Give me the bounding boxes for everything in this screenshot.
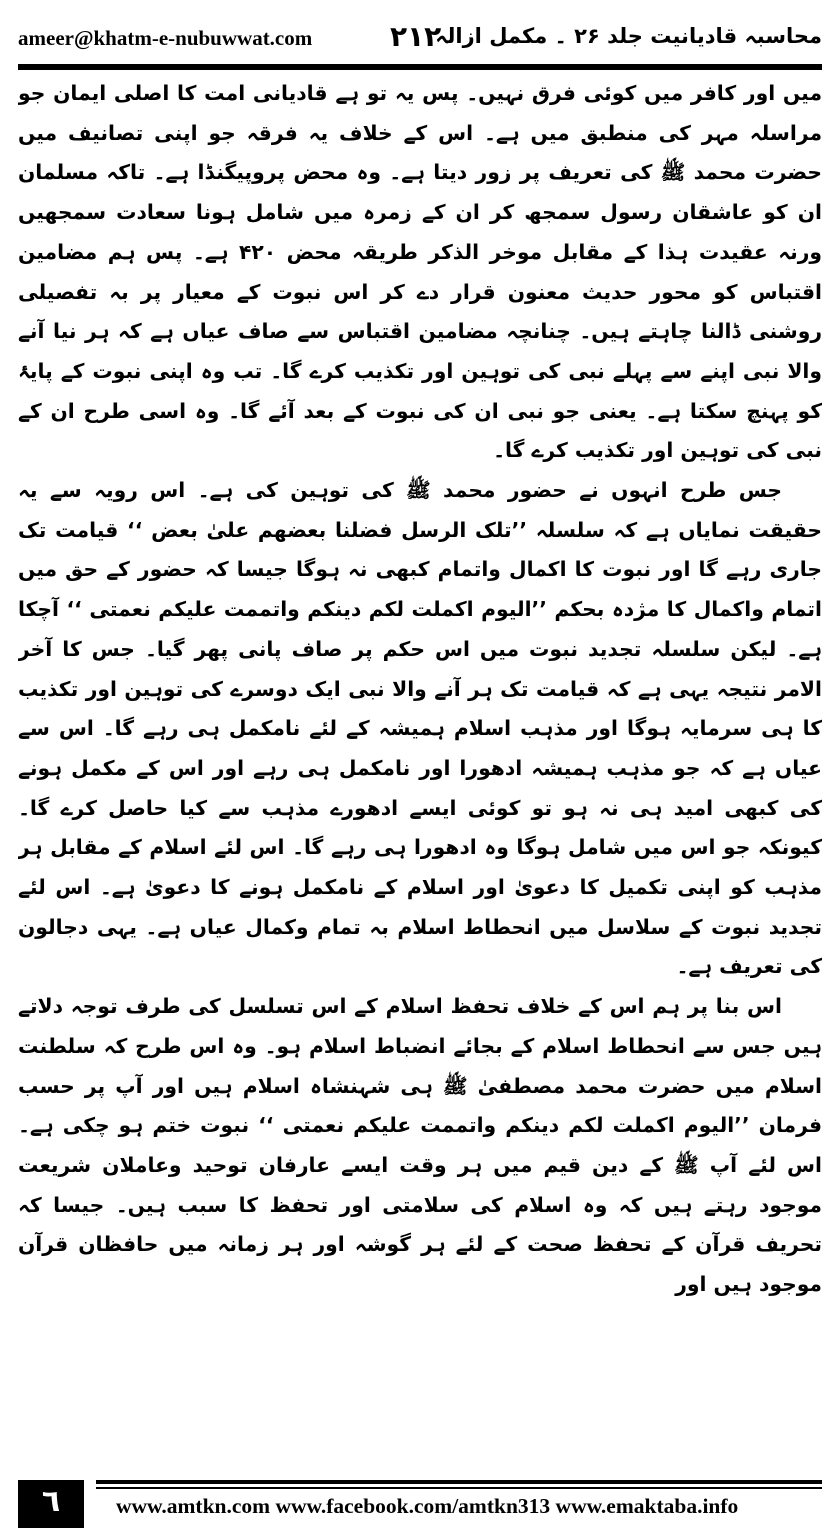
page-header (18, 22, 822, 62)
page-footer (18, 1480, 822, 1528)
footer-rule-thick (96, 1480, 822, 1484)
footer-page-box: ٦ (18, 1480, 84, 1528)
header-rule (18, 64, 822, 70)
footer-links: www.amtkn.com www.facebook.com/amtkn313 www.emaktaba.info (116, 1494, 739, 1518)
header-book-title: محاسبہ قادیانیت جلد ۲۶ ۔ مکمل ازالہ (435, 24, 822, 48)
paragraph-2: جس طرح انہوں نے حضور محمد ﷺ کی توہین کی ہے۔ اس رویہ سے یہ حقیقت نمایاں ہے کہ سلسلہ ’’تلک الرسل فضلنا بعضھم علیٰ بعض ‘‘ قیامت تک جاری رہے گا اور نبوت کا اکمال واتمام کبھی نہ ہوگا جیسا کہ حضور کے حق میں اتمام واکمال کا مژدہ بحکم ’’الیوم اکملت لکم دینکم واتممت علیکم نعمتی ‘‘ آچکا ہے۔ لیکن سلسلہ تجدید نبوت میں اس حکم پر صاف پانی پھر گیا۔ جس کا آخر الامر نتیجہ یہی ہے کہ قیامت تک ہر آنے والا نبی ایک دوسرے کی توہین اور تکذیب کا ہی سرمایہ ہوگا اور مذہب اسلام ہمیشہ کے لئے نامکمل ہی رہے گا۔ اس سے عیاں ہے کہ جو مذہب ہمیشہ ادھورا اور نامکمل ہی رہے اور اس کے مکمل ہونے کی کبھی امید ہی نہ ہو تو کوئی ایسے ادھورے مذہب سے کیا حاصل کرے گا۔ کیونکہ جو اس میں شامل ہوگا وہ ادھورا ہی رہے گا۔ اس لئے اسلام کے مقابل ہر مذہب کو اپنی تکمیل کا دعویٰ اور اسلام کے نامکمل ہونے کا دعویٰ ہے۔ اس لئے تجدید نبوت کے سلاسل میں انحطاط اسلام بہ تمام وکمال عیاں ہے۔ یہی دجالون کی تعریف ہے۔ (18, 478, 822, 979)
paragraph-3: اس بنا پر ہم اس کے خلاف تحفظ اسلام کے اس تسلسل کی طرف توجہ دلاتے ہیں جس سے انحطاط اسلام کے بجائے انضباط اسلام ہو۔ وہ اس طرح کہ سلطنت اسلام میں حضرت محمد مصطفیٰ ﷺ ہی شہنشاہ اسلام ہیں اور آپ پر حسب فرمان ’’الیوم اکملت لکم دینکم واتممت علیکم نعمتی ‘‘ نبوت ختم ہو چکی ہے۔ اس لئے آپ ﷺ کے دین قیم میں ہر وقت ایسے عارفان توحید وعاملان شریعت موجود رہتے ہیں کہ وہ اسلام کی سلامتی اور تحفظ کا سبب ہیں۔ جیسا کہ تحریف قرآن کے تحفظ صحت کے لئے ہر گوشہ اور ہر زمانہ میں حافظان قرآن موجود ہیں اور (18, 994, 822, 1297)
footer-rule-thin (96, 1487, 822, 1489)
paragraph-1: میں اور کافر میں کوئی فرق نہیں۔ پس یہ تو ہے قادیانی امت کا اصلی ایمان جو مراسلہ مہر کی منطبق میں ہے۔ اس کے خلاف یہ فرقہ جو اپنی تصانیف میں حضرت محمد ﷺ کی تعریف پر زور دیتا ہے۔ وہ محض پروپیگنڈا ہے۔ تاکہ مسلمان ان کو عاشقان رسول سمجھ کر ان کے زمرہ میں شامل ہونا سعادت سمجھیں ورنہ عقیدت ہذا کے مقابل موخر الذکر طریقہ محض ۴۲۰ ہے۔ پس ہم مضامین اقتباس کو محور حدیث معنون قرار دے کر اس نبوت کے معیار پر بہ تفصیلی روشنی ڈالنا چاہتے ہیں۔ چنانچہ مضامین اقتباس سے صاف عیاں ہے کہ ہر نیا آنے والا نبی اپنے سے پہلے نبی کی توہین اور تکذیب کرے گا۔ تب وہ اپنی نبوت کے پایۂ کو پہنچ سکتا ہے۔ یعنی جو نبی ان کی نبوت کے بعد آئے گا۔ وہ اسی طرح ان کے نبی کی توہین اور تکذیب کرے گا۔ (18, 81, 822, 463)
header-email: ameer@khatm-e-nubuwwat.com (18, 26, 313, 50)
page-body (18, 74, 822, 1472)
header-page-number: ۲۱۲ (390, 20, 442, 53)
